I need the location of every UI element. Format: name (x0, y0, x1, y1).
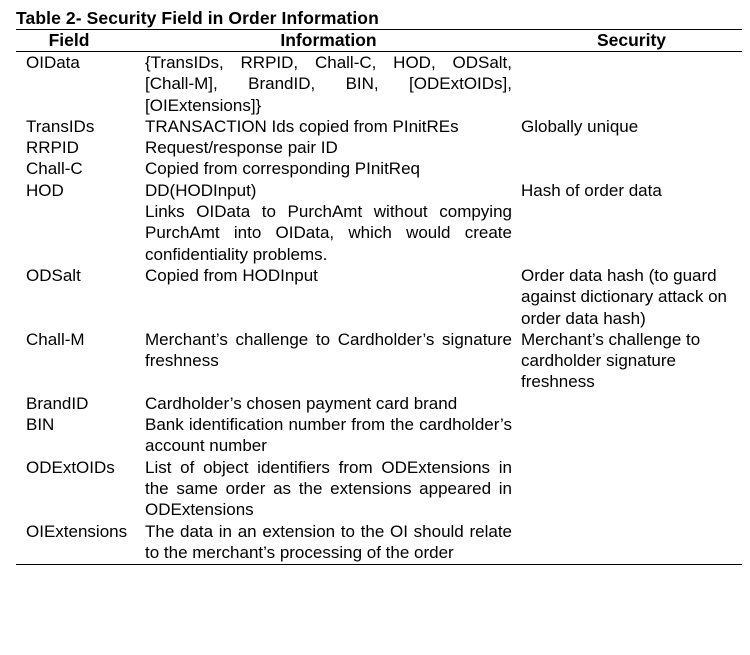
information-cell: The data in an extension to the OI should relate to the merchant’s processing of the order (145, 521, 512, 562)
security-cell: Order data hash (to guard against dictionary attack on order data hash) (521, 265, 728, 328)
security-cell: Hash of order data (521, 180, 662, 200)
field-cell: ODSalt (26, 265, 81, 285)
information-cell: List of object identifiers from ODExtensions in the same order as the extensions appeared in ODExtensions (145, 457, 512, 520)
field-cell: HOD (26, 180, 64, 200)
table-row (16, 137, 742, 158)
table-header-row (16, 30, 742, 51)
security-cell: Merchant’s challenge to cardholder signature freshness (521, 329, 701, 392)
field-cell: ODExtOIDs (26, 457, 115, 477)
table-caption: Table 2- Security Field in Order Information (16, 8, 379, 28)
information-cell: Copied from corresponding PInitReq (145, 159, 420, 179)
table-row (16, 180, 742, 201)
header-field: Field (48, 30, 90, 50)
field-cell: BrandID (26, 393, 89, 413)
table-row (16, 393, 742, 414)
table-row (16, 116, 742, 137)
field-cell: Chall-M (26, 329, 85, 349)
information-cell: DD(HODInput) (145, 180, 257, 200)
field-cell: TransIDs (26, 116, 95, 136)
field-cell: RRPID (26, 138, 79, 158)
table-row (16, 265, 742, 329)
information-cell: TRANSACTION Ids copied from PInitREs (145, 116, 459, 136)
field-cell: OIExtensions (26, 521, 128, 541)
field-cell: BIN (26, 415, 55, 435)
information-cell: Links OIData to PurchAmt without compying PurchAmt into OIData, which would create confidentiality problems. (145, 202, 512, 264)
table-row (16, 329, 742, 393)
security-cell: Globally unique (521, 116, 639, 136)
table-row (16, 52, 742, 116)
header-security: Security (596, 30, 667, 50)
table-row (16, 201, 742, 265)
information-cell: Request/response pair ID (145, 138, 338, 158)
information-cell: Merchant’s challenge to Cardholder’s signature freshness (145, 329, 512, 371)
document-page (16, 7, 742, 565)
table-row (16, 158, 742, 179)
information-cell: {TransIDs, RRPID, Chall-C, HOD, ODSalt, [Chall-M], BrandID, BIN, [ODExtOIDs], [OIExtensions]} (145, 53, 512, 115)
table-row (16, 521, 742, 564)
information-cell: Cardholder’s chosen payment card brand (145, 393, 458, 413)
header-information: Information (280, 30, 377, 50)
table-body (16, 52, 742, 563)
information-cell: Copied from HODInput (145, 265, 318, 285)
field-cell: OIData (26, 53, 80, 72)
information-cell: Bank identification number from the cardholder’s account number (145, 415, 512, 456)
table-row (16, 414, 742, 457)
field-cell: Chall-C (26, 159, 83, 179)
table-row (16, 457, 742, 521)
bottom-rule (16, 564, 742, 565)
